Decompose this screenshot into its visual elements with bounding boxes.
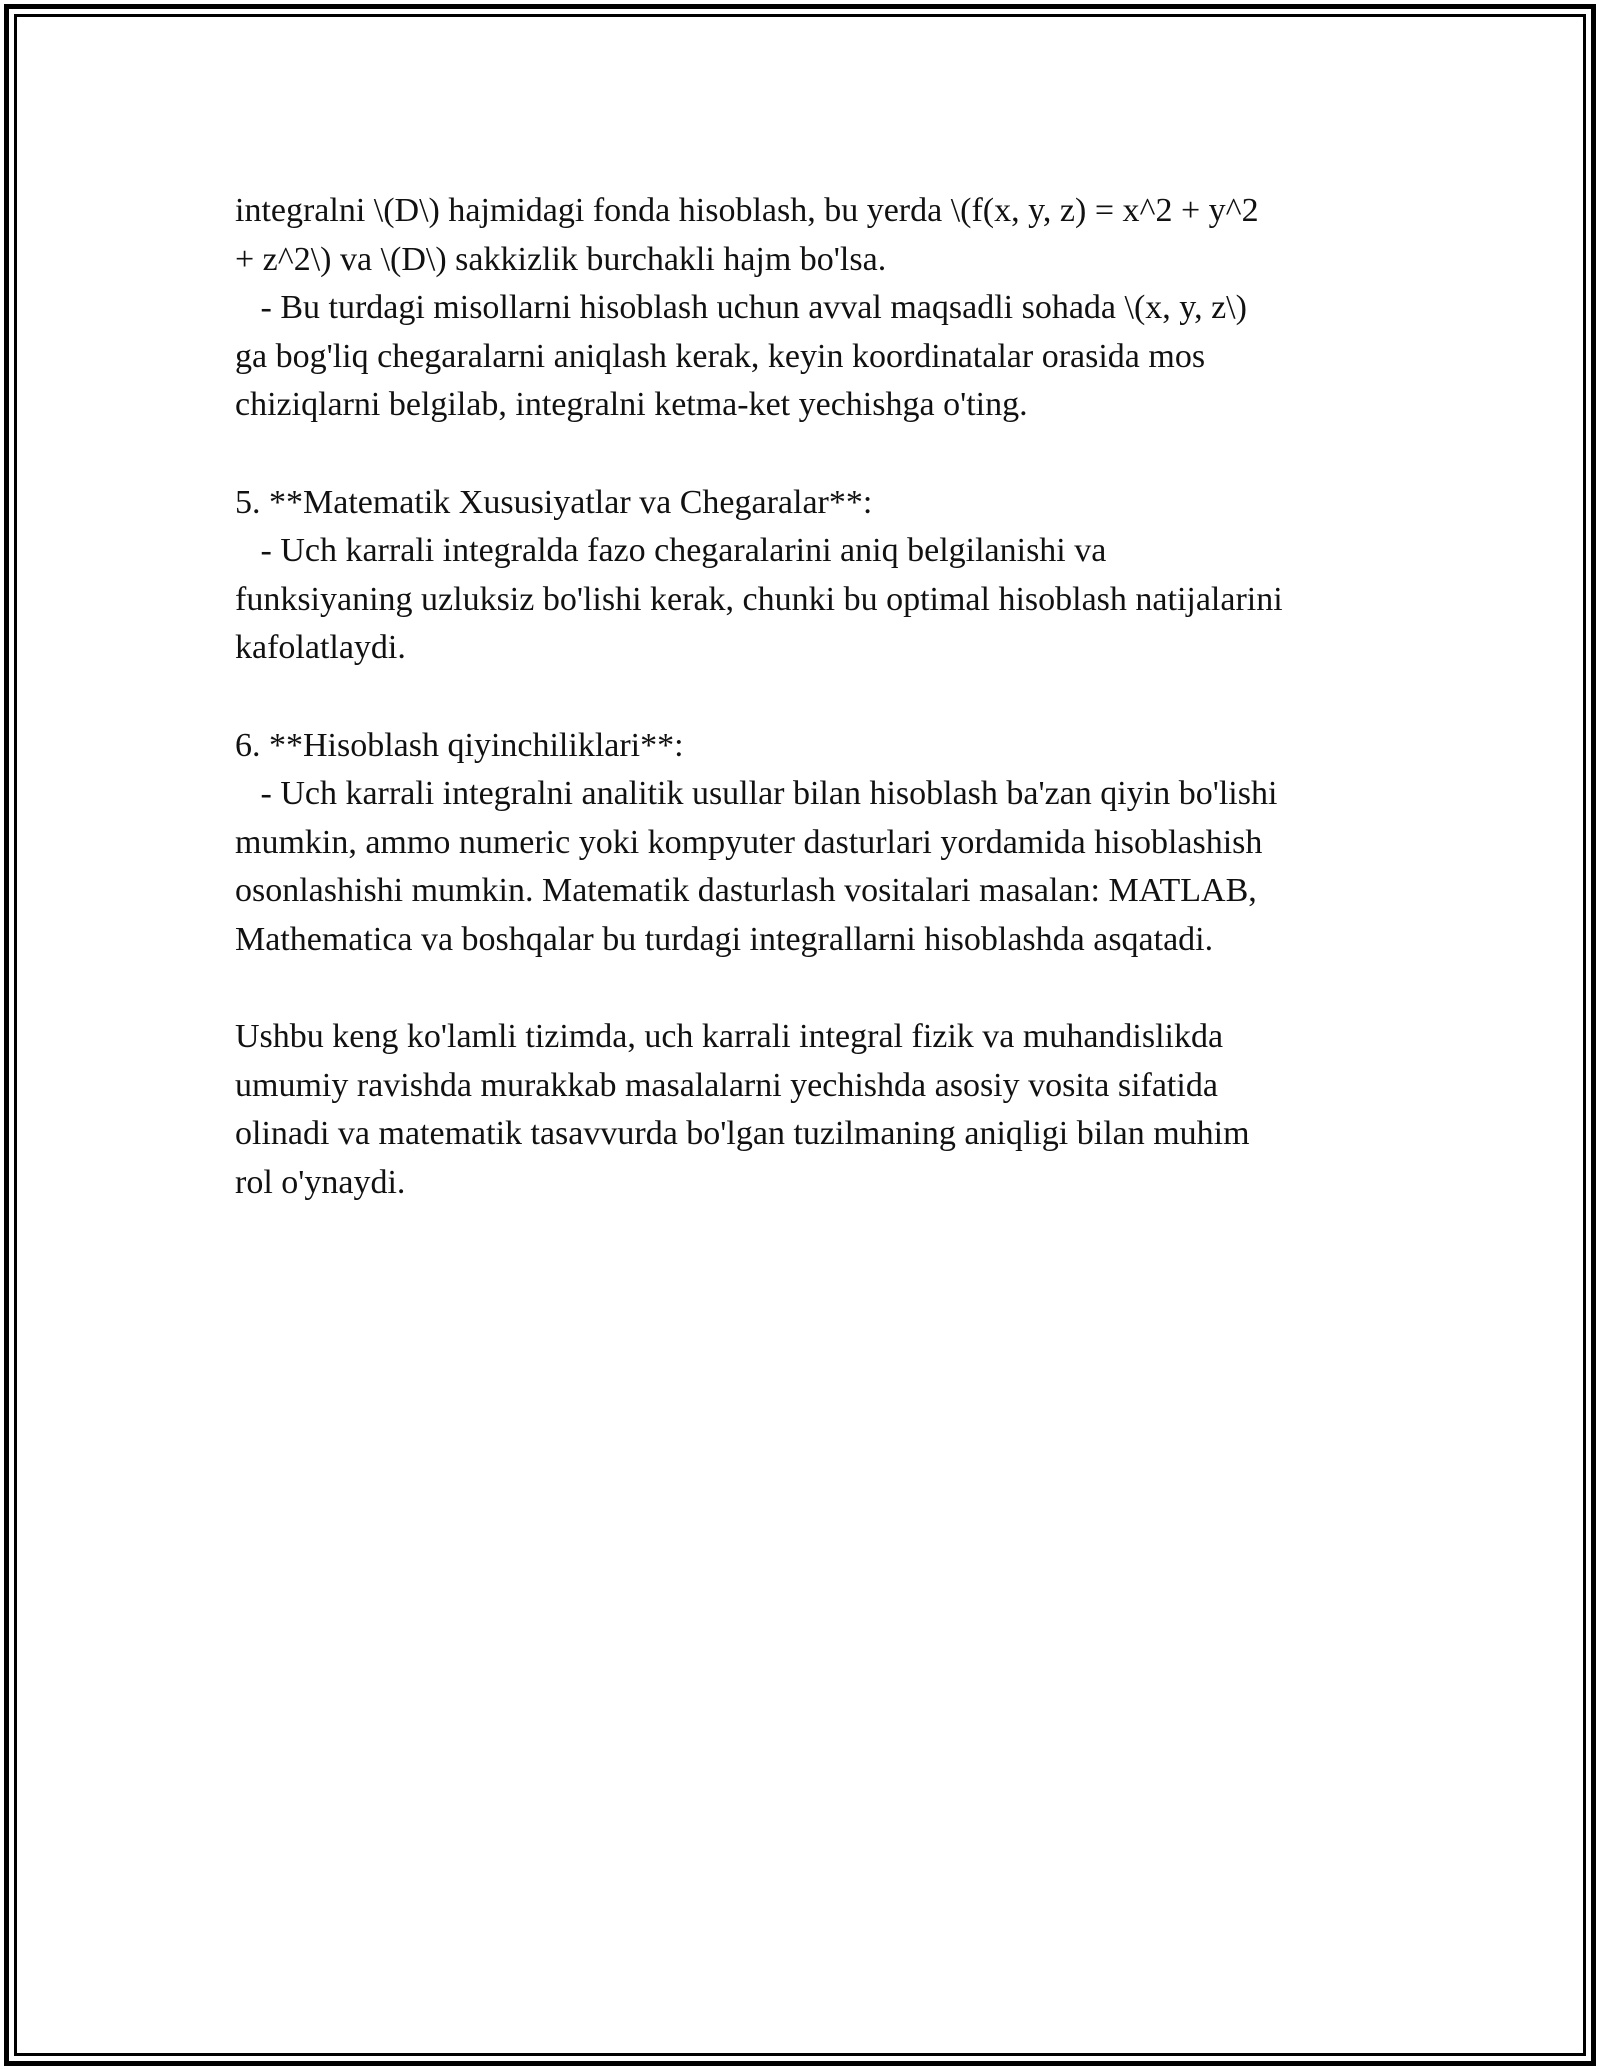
text-line: chiziqlarni belgilab, integralni ketma-ket yechishga o'ting.: [235, 386, 1028, 424]
section-heading-5: 5. **Matematik Xususiyatlar va Chegaralar**:: [235, 483, 873, 521]
text-line: mumkin, ammo numeric yoki kompyuter dasturlari yordamida hisoblashish: [235, 823, 1263, 861]
text-line: Mathematica va boshqalar bu turdagi integrallarni hisoblashda asqatadi.: [235, 920, 1214, 958]
conclusion-line: umumiy ravishda murakkab masalalarni yechishda asosiy vosita sifatida: [235, 1066, 1218, 1104]
text-line: kafolatlaydi.: [235, 629, 406, 667]
text-line: funksiyaning uzluksiz bo'lishi kerak, chunki bu optimal hisoblash natijalarini: [235, 580, 1283, 618]
blank-line: [235, 965, 1385, 1014]
text-line: - Bu turdagi misollarni hisoblash uchun avval maqsadli sohada \(x, y, z\): [235, 289, 1247, 327]
blank-line: [235, 673, 1385, 722]
conclusion-line: olinadi va matematik tasavvurda bo'lgan tuzilmaning aniqligi bilan muhim: [235, 1115, 1250, 1153]
text-line: integralni \(D\) hajmidagi fonda hisoblash, bu yerda \(f(x, y, z) = x^2 + y^2: [235, 192, 1259, 229]
blank-line: [235, 430, 1385, 479]
conclusion-line: Ushbu keng ko'lamli tizimda, uch karrali integral fizik va muhandislikda: [235, 1018, 1224, 1056]
text-line: - Uch karrali integralni analitik usullar bilan hisoblash ba'zan qiyin bo'lishi: [235, 775, 1278, 813]
text-line: ga bog'liq chegaralarni aniqlash kerak, keyin koordinatalar orasida mos: [235, 337, 1206, 375]
text-line: osonlashishi mumkin. Matematik dasturlash vositalari masalan: MATLAB,: [235, 872, 1257, 910]
section-heading-6: 6. **Hisoblash qiyinchiliklari**:: [235, 726, 684, 764]
conclusion-line: rol o'ynaydi.: [235, 1163, 406, 1201]
text-line: - Uch karrali integralda fazo chegaralarini aniq belgilanishi va: [235, 532, 1107, 570]
document-body: [235, 187, 1385, 1207]
text-line: + z^2\) va \(D\) sakkizlik burchakli hajm bo'lsa.: [235, 240, 887, 278]
